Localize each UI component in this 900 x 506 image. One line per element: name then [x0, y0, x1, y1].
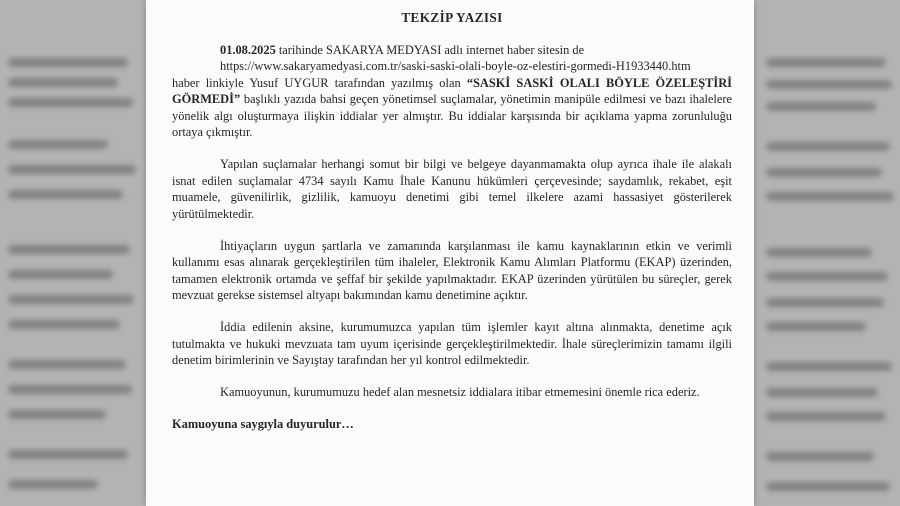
- paragraph-1-text-b: haber linkiyle Yusuf UYGUR tarafından yazılmış olan: [172, 75, 467, 90]
- date: 01.08.2025: [220, 42, 276, 57]
- document-body: [172, 10, 732, 433]
- paragraph-1-text-a: tarihinde SAKARYA MEDYASI adlı internet haber sitesin de: [275, 42, 585, 57]
- paragraph-1-text-c: başlıklı yazıda bahsi geçen yönetimsel suçlamalar, yönetimin manipüle edilmesi ve bazı ihalelere yönelik algı oluşturmaya ilişkin iddialar yer almıştır. Bu iddialar karşısında bir açıklama yapma zorunluluğu ortaya çıkmıştır.: [172, 92, 732, 139]
- paragraph-4: İddia edilenin aksine, kurumumuzca yapılan tüm işlemler kayıt altına alınmakta, denetime açık tutulmakta ve hukuki mevzuata tam uyum içerisinde gerçekleştirilmektedir. İhale süreçlerimizin tamamı ilgili denetim birimlerinin ve Sayıştay tarafından her yıl kontrol edilmektedir.: [172, 320, 732, 367]
- blurred-background-left: [0, 0, 146, 506]
- article-headline: “SASKİ SASKİ OLALI BÖYLE ÖZELEŞTİRİ GÖRMEDİ”: [172, 75, 732, 106]
- closing-line: Kamuoyuna saygıyla duyurulur…: [172, 417, 354, 431]
- paragraph-1: [172, 42, 732, 141]
- paragraph-2: Yapılan suçlamalar herhangi somut bir bilgi ve belgeye dayanmamakta olup ayrıca ihale ile alakalı isnat edilen suçlamalar 4734 sayılı Kamu İhale Kanunu hükümleri çerçevesinde; saydamlık, rekabet, eşit muamele, güvenilirlik, gizlilik, kamuoyu denetimi gibi temel ilkelere azami hassasiyet gösterilerek yürütülmektedir.: [172, 157, 732, 221]
- paragraph-5: Kamuoyunun, kurumumuzu hedef alan mesnetsiz iddialara itibar etmemesini önemle rica ederiz.: [220, 385, 700, 399]
- paragraph-3: İhtiyaçların uygun şartlarla ve zamanında karşılanması ile kamu kaynaklarının etkin ve verimli kullanımı esas alınarak gerçekleştirilen tüm ihaleler, Elektronik Kamu Alımları Platformu (EKAP) üzerinden, tamamen elektronik ortamda ve şeffaf bir şekilde yapılmaktadır. EKAP üzerinden yürütülen bu süreçler, gerek mevzuat gerekse sistemsel altyapı bakımından kamu denetimine açıktır.: [172, 238, 732, 302]
- document-page: [146, 0, 754, 506]
- document-title: TEKZİP YAZISI: [401, 10, 503, 25]
- blurred-background-right: [754, 0, 900, 506]
- article-url: https://www.sakaryamedyasi.com.tr/saski-saski-olali-boyle-oz-elestiri-gormedi-H1933440.htm: [220, 59, 691, 73]
